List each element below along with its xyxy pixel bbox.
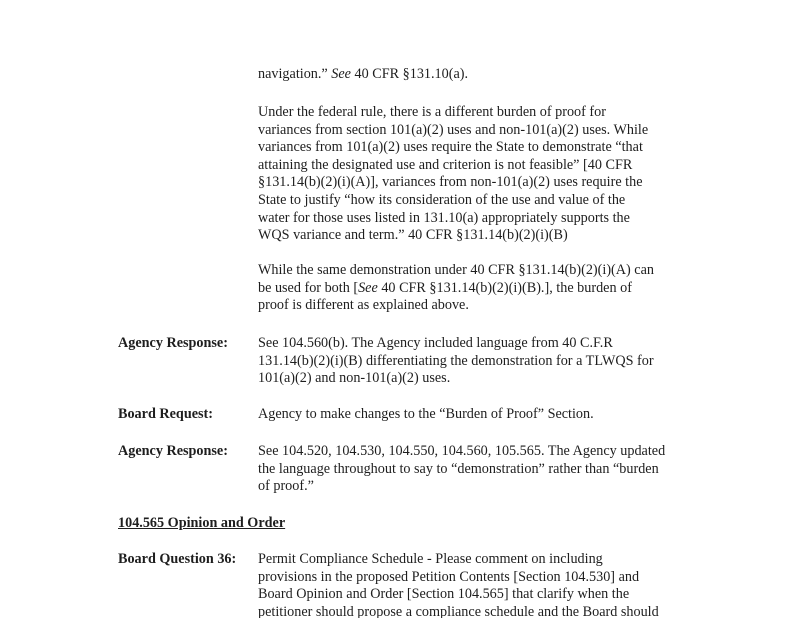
text-line: Agency to make changes to the “Burden of Proof” Section. xyxy=(258,406,594,422)
text-line: be used for both [See 40 CFR §131.14(b)(2)(i)(B).], the burden of xyxy=(258,279,632,296)
text-line: WQS variance and term.” 40 CFR §131.14(b)(2)(i)(B) xyxy=(258,227,568,244)
board-request-text xyxy=(258,406,708,424)
board-question-label: Board Question 36: xyxy=(118,551,237,567)
paragraph-burden-of-proof xyxy=(258,104,708,245)
board-request-label: Board Request: xyxy=(118,406,213,422)
text-line: Board Opinion and Order [Section 104.565] that clarify when the xyxy=(258,586,630,603)
section-heading: 104.565 Opinion and Order xyxy=(118,515,286,531)
text-line: See 104.560(b). The Agency included language from 40 C.F.R xyxy=(258,335,613,351)
text-line: of proof.” xyxy=(258,478,314,495)
text-line: Permit Compliance Schedule - Please comment on including xyxy=(258,551,603,567)
text-line: 131.14(b)(2)(i)(B) differentiating the demonstration for a TLWQS for xyxy=(258,352,654,369)
text-line: attaining the designated use and criterion is not feasible” [40 CFR xyxy=(258,156,633,173)
text-line: provisions in the proposed Petition Contents [Section 104.530] and xyxy=(258,568,640,585)
agency-response-text xyxy=(258,443,708,496)
agency-response-label: Agency Response: xyxy=(118,443,228,459)
text-line: variances from 101(a)(2) uses require the State to demonstrate “that xyxy=(258,139,643,156)
text-line: the language throughout to say to “demonstration” rather than “burden xyxy=(258,460,659,477)
text-line: petitioner should propose a compliance schedule and the Board should xyxy=(258,603,659,618)
text-line: variances from section 101(a)(2) uses and non-101(a)(2) uses. While xyxy=(258,121,649,138)
text-line: Under the federal rule, there is a different burden of proof for xyxy=(258,104,606,120)
text-line: While the same demonstration under 40 CFR §131.14(b)(2)(i)(A) can xyxy=(258,262,654,278)
text-line: State to justify “how its consideration of the use and value of the xyxy=(258,191,626,208)
paragraph-same-demonstration xyxy=(258,262,708,315)
board-question-text xyxy=(258,551,708,618)
text-line: proof is different as explained above. xyxy=(258,297,469,314)
paragraph-navigation xyxy=(258,66,708,84)
text-line: See 104.520, 104.530, 104.550, 104.560, 105.565. The Agency updated xyxy=(258,443,666,459)
agency-response-label: Agency Response: xyxy=(118,335,228,351)
text-line: §131.14(b)(2)(i)(A)], variances from non-101(a)(2) uses require the xyxy=(258,174,643,191)
text-line: 101(a)(2) and non-101(a)(2) uses. xyxy=(258,370,451,387)
text-line: water for those uses listed in 131.10(a) appropriately supports the xyxy=(258,209,630,226)
agency-response-text xyxy=(258,335,708,388)
text-line: navigation.” See 40 CFR §131.10(a). xyxy=(258,66,469,82)
